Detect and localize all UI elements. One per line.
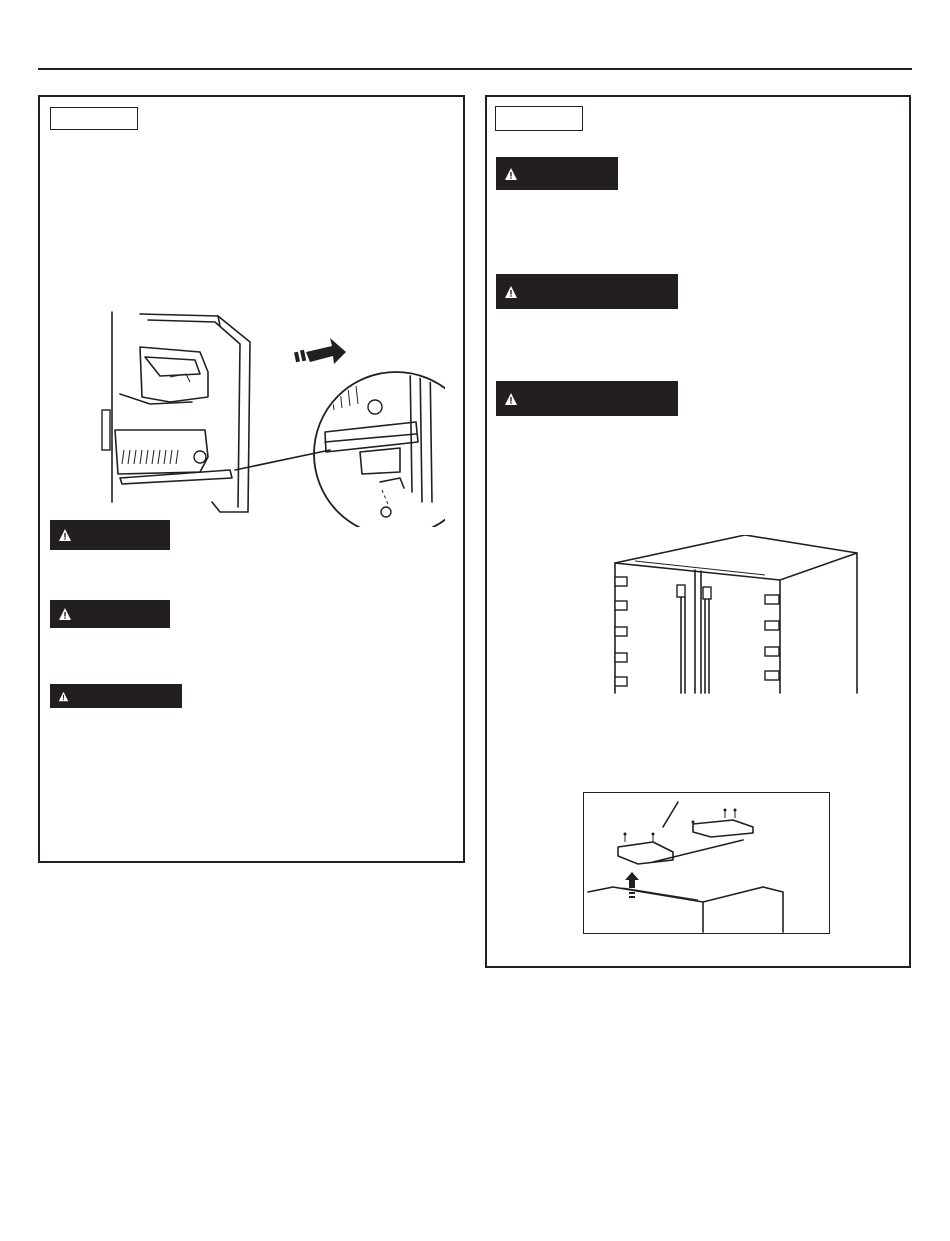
warning-triangle-icon <box>504 392 518 406</box>
drawer-removal-illustration <box>100 302 445 527</box>
warning-triangle-icon <box>504 285 518 299</box>
instruction-panel-right <box>485 95 911 968</box>
warning-triangle-icon <box>58 528 72 542</box>
header-rule <box>38 68 912 70</box>
step-label-box <box>50 107 138 130</box>
warning-triangle-icon <box>58 691 69 702</box>
warning-signal-3 <box>50 684 182 708</box>
pull-arrow-icon <box>294 338 346 364</box>
top-hinge-removal-illustration <box>583 792 830 934</box>
step-label-box <box>495 106 583 131</box>
warning-signal-1 <box>496 157 618 190</box>
warning-signal-2 <box>496 274 678 309</box>
instruction-panel-left <box>38 95 465 863</box>
warning-triangle-icon <box>58 607 72 621</box>
warning-signal-2 <box>50 600 170 628</box>
warning-triangle-icon <box>504 167 518 181</box>
warning-signal-1 <box>50 520 170 550</box>
refrigerator-front-illustration <box>605 535 860 695</box>
warning-signal-3 <box>496 381 678 416</box>
